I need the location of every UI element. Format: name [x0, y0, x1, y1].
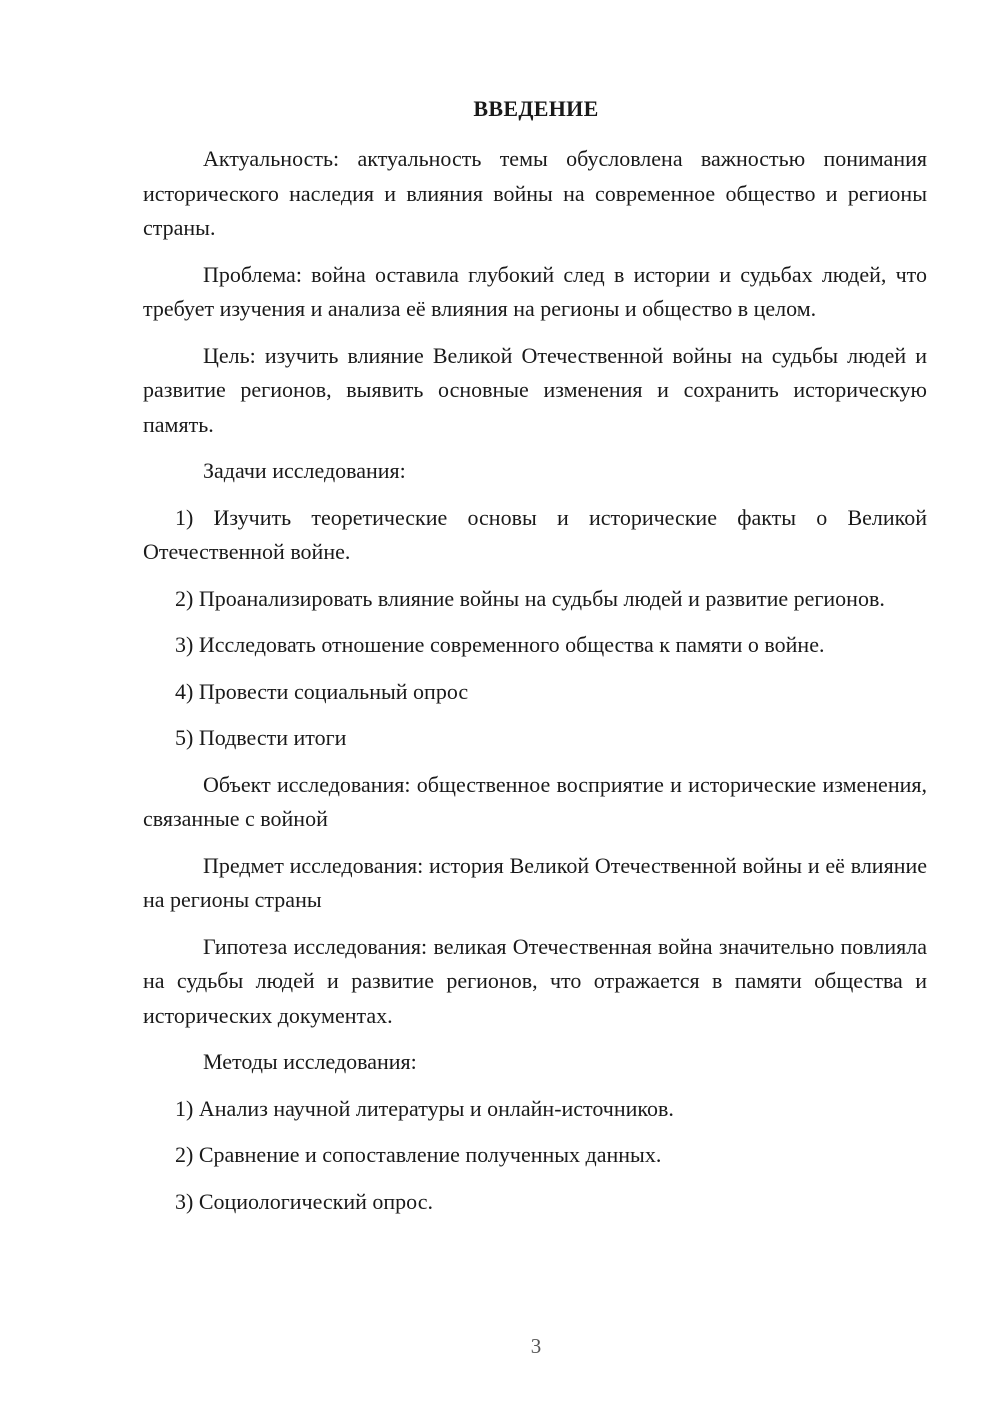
task-item: 1) Изучить теоретические основы и исторические факты о Великой Отечественной войне.	[143, 504, 927, 564]
problem-paragraph: Проблема: война оставила глубокий след в истории и судьбах людей, что требует изучения и анализа её влияния на регионы и общество в целом.	[143, 261, 927, 321]
relevance-paragraph: Актуальность: актуальность темы обусловлена важностью понимания исторического наследия и влияния войны на современное общество и регионы страны.	[143, 146, 927, 240]
method-item: 2) Сравнение и сопоставление полученных данных.	[175, 1142, 662, 1167]
method-item: 3) Социологический опрос.	[175, 1188, 433, 1214]
page-number: 3	[530, 1334, 542, 1358]
task-item: 3) Исследовать отношение современного общества к памяти о войне.	[175, 632, 825, 657]
task-item: 4) Провести социальный опрос	[175, 678, 469, 704]
methods-label: Методы исследования:	[203, 1049, 417, 1074]
object-paragraph: Объект исследования: общественное восприятие и исторические изменения, связанные с войной	[143, 771, 927, 831]
hypothesis-paragraph: Гипотеза исследования: великая Отечественная война значительно повлияла на судьбы людей и развитие регионов, что отражается в памяти общества и исторических документах.	[143, 933, 927, 1028]
section-heading: ВВЕДЕНИЕ	[473, 96, 599, 121]
subject-paragraph: Предмет исследования: история Великой Отечественной войны и её влияние на регионы страны	[143, 852, 927, 912]
tasks-label: Задачи исследования:	[203, 458, 406, 483]
goal-paragraph: Цель: изучить влияние Великой Отечественной войны на судьбы людей и развитие регионов, выявить основные изменения и сохранить историческую память.	[143, 342, 927, 437]
method-item: 1) Анализ научной литературы и онлайн-источников.	[175, 1095, 674, 1121]
document-body	[143, 142, 927, 1231]
task-item: 5) Подвести итоги	[175, 725, 347, 750]
task-item: 2) Проанализировать влияние войны на судьбы людей и развитие регионов.	[175, 585, 885, 611]
